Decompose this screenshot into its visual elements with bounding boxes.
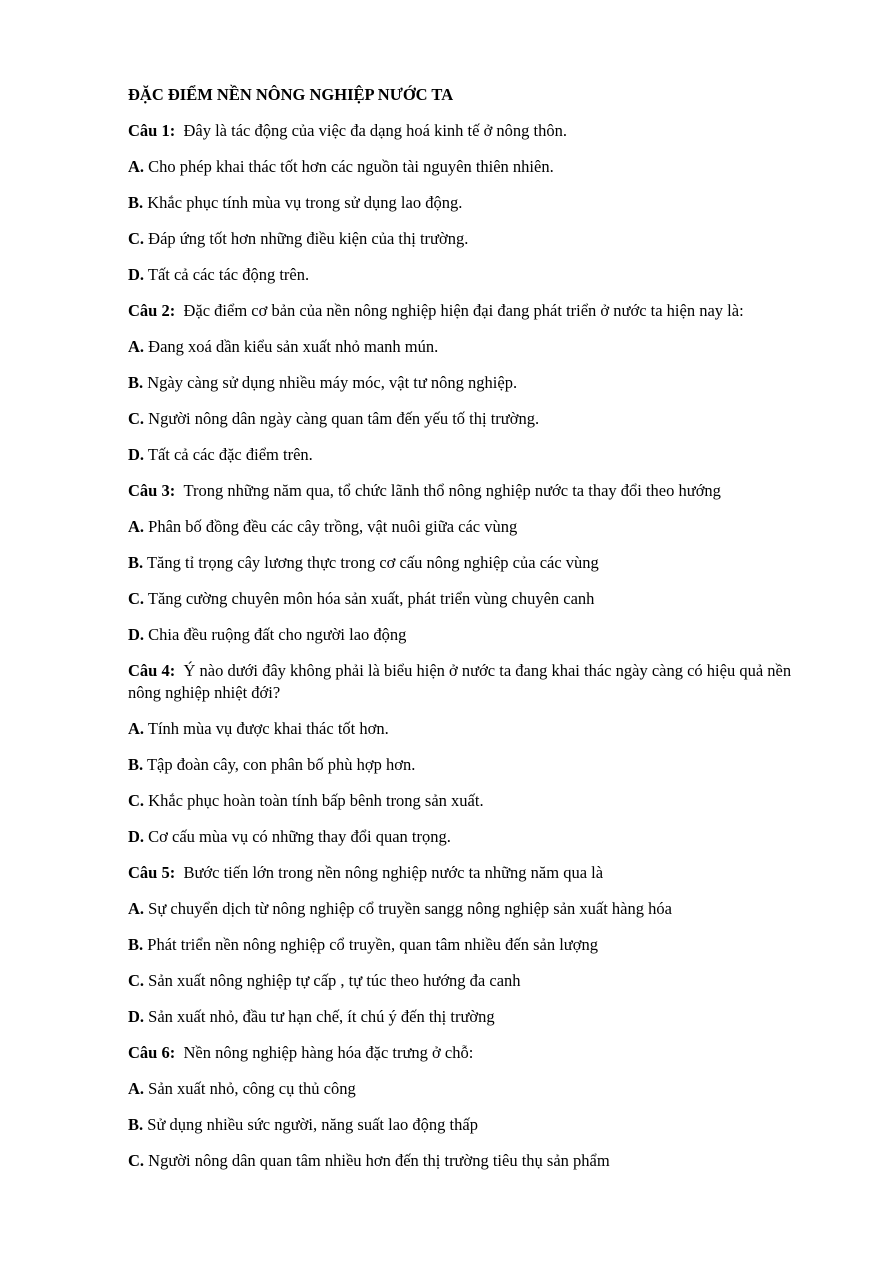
answer-option xyxy=(128,624,828,646)
option-text: Cho phép khai thác tốt hơn các nguồn tài nguyên thiên nhiên. xyxy=(148,157,554,176)
answer-option xyxy=(128,588,828,610)
question-text: Nền nông nghiệp hàng hóa đặc trưng ở chỗ: xyxy=(183,1043,474,1062)
option-text: Tăng cường chuyên môn hóa sản xuất, phát triển vùng chuyên canh xyxy=(147,589,595,608)
question-5 xyxy=(128,862,828,884)
question-text: Đặc điểm cơ bản của nền nông nghiệp hiện đại đang phát triển ở nước ta hiện nay là: xyxy=(183,301,744,320)
option-letter: C. xyxy=(128,1151,145,1170)
option-letter: A. xyxy=(128,719,145,738)
option-text: Sử dụng nhiều sức người, năng suất lao động thấp xyxy=(147,1115,478,1134)
option-text: Sự chuyển dịch từ nông nghiệp cổ truyền sangg nông nghiệp sản xuất hàng hóa xyxy=(148,899,672,918)
question-1 xyxy=(128,120,828,142)
answer-option xyxy=(128,408,828,430)
option-text: Tất cả các tác động trên. xyxy=(147,265,310,284)
answer-option xyxy=(128,934,828,956)
option-text: Tăng tỉ trọng cây lương thực trong cơ cấu nông nghiệp của các vùng xyxy=(146,553,599,572)
answer-option xyxy=(128,790,828,812)
option-letter: B. xyxy=(128,553,144,572)
option-letter: A. xyxy=(128,1079,145,1098)
option-text: Đáp ứng tốt hơn những điều kiện của thị trường. xyxy=(148,229,469,248)
option-text: Tất cả các đặc điểm trên. xyxy=(147,445,313,464)
document-page xyxy=(128,84,828,1186)
question-text: Đây là tác động của việc đa dạng hoá kinh tế ở nông thôn. xyxy=(183,121,567,140)
answer-option xyxy=(128,1078,828,1100)
question-6 xyxy=(128,1042,828,1064)
answer-option xyxy=(128,444,828,466)
option-text: Tập đoàn cây, con phân bố phù hợp hơn. xyxy=(146,755,416,774)
question-text: Bước tiến lớn trong nền nông nghiệp nước ta những năm qua là xyxy=(183,863,604,882)
question-3 xyxy=(128,480,828,502)
answer-option xyxy=(128,192,828,214)
option-letter: B. xyxy=(128,755,144,774)
question-text: Trong những năm qua, tổ chức lãnh thổ nông nghiệp nước ta thay đổi theo hướng xyxy=(183,481,721,500)
answer-option xyxy=(128,898,828,920)
question-label: Câu 3: xyxy=(128,481,176,500)
option-letter: C. xyxy=(128,791,145,810)
option-letter: C. xyxy=(128,971,145,990)
option-letter: D. xyxy=(128,625,145,644)
option-letter: B. xyxy=(128,935,144,954)
option-text: Khắc phục tính mùa vụ trong sử dụng lao động. xyxy=(147,193,463,212)
question-4 xyxy=(128,660,828,704)
question-label: Câu 6: xyxy=(128,1043,176,1062)
answer-option xyxy=(128,228,828,250)
option-text: Người nông dân quan tâm nhiều hơn đến thị trường tiêu thụ sản phẩm xyxy=(148,1151,610,1170)
option-letter: D. xyxy=(128,827,145,846)
question-label: Câu 4: xyxy=(128,661,176,680)
option-text: Đang xoá dần kiểu sản xuất nhỏ manh mún. xyxy=(148,337,439,356)
answer-option xyxy=(128,372,828,394)
option-text: Phân bố đồng đều các cây trồng, vật nuôi giữa các vùng xyxy=(148,517,518,536)
option-text: Người nông dân ngày càng quan tâm đến yếu tố thị trường. xyxy=(148,409,540,428)
answer-option xyxy=(128,264,828,286)
answer-option xyxy=(128,1006,828,1028)
option-letter: D. xyxy=(128,445,145,464)
question-2 xyxy=(128,300,828,322)
option-letter: B. xyxy=(128,1115,144,1134)
option-text: Phát triển nền nông nghiệp cổ truyền, quan tâm nhiều đến sản lượng xyxy=(147,935,598,954)
option-letter: B. xyxy=(128,193,144,212)
question-list xyxy=(128,120,828,1172)
question-text: Ý nào dưới đây không phải là biểu hiện ở nước ta đang khai thác ngày càng có hiệu quả nền nông nghiệp nhiệt đới? xyxy=(128,661,792,702)
question-label: Câu 2: xyxy=(128,301,176,320)
answer-option xyxy=(128,754,828,776)
answer-option xyxy=(128,156,828,178)
option-text: Cơ cấu mùa vụ có những thay đổi quan trọng. xyxy=(148,827,451,846)
option-text: Ngày càng sử dụng nhiều máy móc, vật tư nông nghiệp. xyxy=(147,373,518,392)
option-text: Chia đều ruộng đất cho người lao động xyxy=(148,625,407,644)
option-letter: A. xyxy=(128,337,145,356)
question-label: Câu 5: xyxy=(128,863,176,882)
option-letter: B. xyxy=(128,373,144,392)
option-text: Sản xuất nhỏ, công cụ thủ công xyxy=(148,1079,356,1098)
answer-option xyxy=(128,336,828,358)
answer-option xyxy=(128,1150,828,1172)
option-letter: C. xyxy=(128,229,145,248)
document-title: ĐẶC ĐIỂM NỀN NÔNG NGHIỆP NƯỚC TA xyxy=(128,85,454,104)
option-letter: D. xyxy=(128,265,145,284)
question-label: Câu 1: xyxy=(128,121,176,140)
option-letter: C. xyxy=(128,589,145,608)
option-text: Sản xuất nông nghiệp tự cấp , tự túc theo hướng đa canh xyxy=(148,971,521,990)
answer-option xyxy=(128,718,828,740)
answer-option xyxy=(128,552,828,574)
option-letter: C. xyxy=(128,409,145,428)
option-letter: A. xyxy=(128,157,145,176)
answer-option xyxy=(128,970,828,992)
answer-option xyxy=(128,1114,828,1136)
answer-option xyxy=(128,826,828,848)
option-text: Tính mùa vụ được khai thác tốt hơn. xyxy=(147,719,389,738)
option-letter: A. xyxy=(128,899,145,918)
answer-option xyxy=(128,516,828,538)
option-text: Khắc phục hoàn toàn tính bấp bênh trong sản xuất. xyxy=(148,791,484,810)
option-letter: D. xyxy=(128,1007,145,1026)
option-letter: A. xyxy=(128,517,145,536)
option-text: Sản xuất nhỏ, đầu tư hạn chế, ít chú ý đến thị trường xyxy=(148,1007,495,1026)
